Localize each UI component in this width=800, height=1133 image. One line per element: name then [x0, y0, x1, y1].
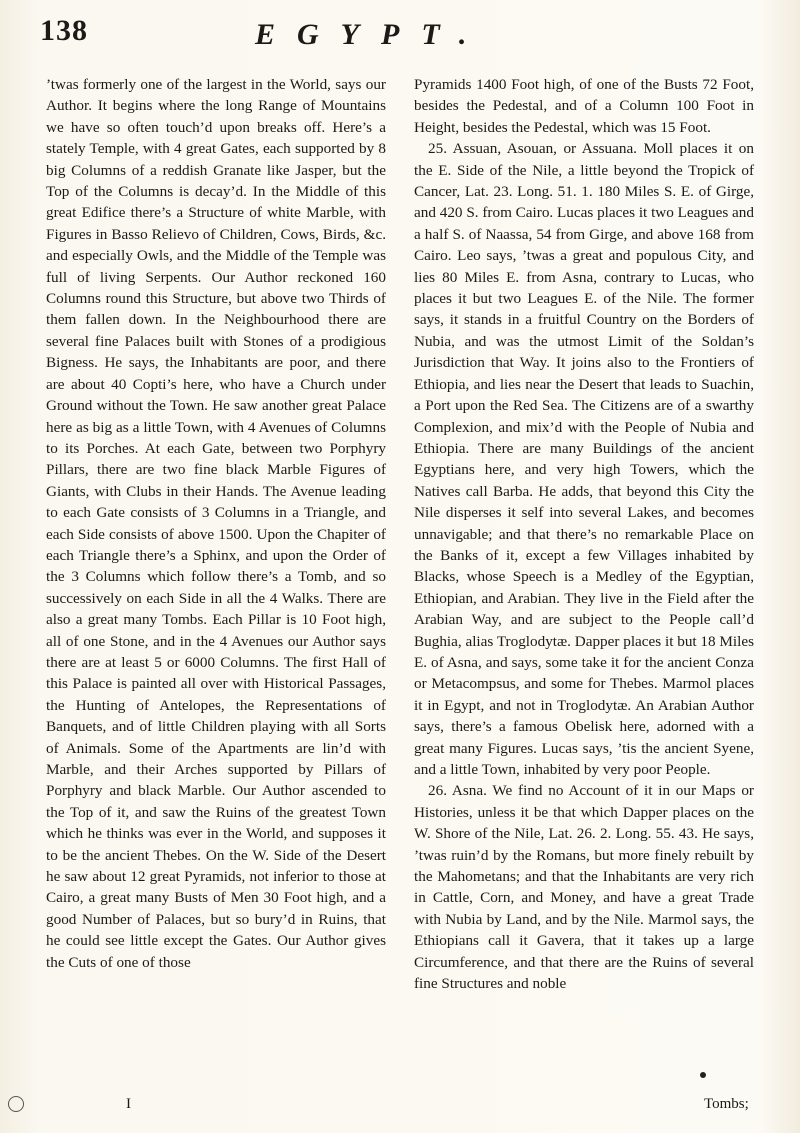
left-column — [46, 74, 386, 973]
ink-dot-icon — [700, 1072, 706, 1078]
ring-mark-icon — [8, 1096, 24, 1112]
page-number: 138 — [40, 14, 88, 47]
paragraph: Pyramids 1400 Foot high, of one of the Busts 72 Foot, besides the Pedestal, and of a Column 100 Foot in Height, besides the Pedestal, which was 15 Foot. — [414, 76, 754, 136]
entry-assuan: 25. Assuan, Asouan, or Assuana. Moll places it on the E. Side of the Nile, a little beyond the Tropick of Cancer, Lat. 23. Long. 51. 1. 180 Miles S. E. of Girge, and 420 S. from Cairo. Lucas places it two Leagues and a half S. of Naassa, 54 from Girge, and above 168 from Cairo. Leo says, ’twas a great and populous City, and lies 80 Miles E. from Asna, contrary to Lucas, who places it but two Leagues E. of the Nile. The former says, it stands in a fruitful Country on the Borders of Nubia, and was the utmost Limit of the Soldan’s Jurisdiction that Way. It joins also to the Frontiers of Ethiopia, and lies near the Desert that leads to Suachin, a Port upon the Red Sea. The Citizens are of a swarthy Complexion, and mix’d with the People of Nubia and Ethiopia. There are many Buildings of the ancient Egyptians here, and very high Towers, which the Natives call Barba. He adds, that beyond this City the Nile disperses it self into several Lakes, and becomes unnavigable; and that there’s no remarkable Place on the Banks of it, except a few Villages inhabited by Blacks, whose Speech is a Medley of the Egyptian, Ethiopian, and Arabian. They live in the Field after the Arabian Way, and are subject to the People call’d Bughia, alias Troglodytæ. Dapper places it but 18 Miles E. of Asna, and says, some take it for the ancient Conza or Metacompsus, and some for Thebes. Marmol places it in Egypt, and not in Troglodytæ. An Arabian Author says, there’s a famous Obelisk here, adorned with a great many Figures. Lucas says, ’tis the ancient Syene, and a little Town, inhabited by very poor People. — [414, 140, 755, 778]
paragraph: ’twas formerly one of the largest in the World, says our Author. It begins where the long Range of Mountains we have so often touch’d upon breaks off. Here’s a stately Temple, with 4 great Gates, each supported by 8 big Columns of a reddish Granate like Jasper, but the Top of the Columns is decay’d. In the Middle of this great Edifice there’s a Structure of white Marble, with Figures in Basso Relievo of Children, Cows, Birds, &c. and especially Owls, and the Middle of the Temple was full of living Serpents. Our Author reckoned 160 Columns round this Structure, but above two Thirds of them fallen down. In the Neighbourhood there are several fine Palaces built with Stones of a prodigious Bigness. He says, the Inhabitants are poor, and there are about 40 Copti’s here, who have a Church under Ground without the Town. He saw another great Palace here as big as a little Town, with 4 Avenues of Columns to its Porches. At each Gate, between two Porphyry Pillars, there are two fine black Marble Figures of Giants, with Clubs in their Hands. The Avenue leading to each Gate consists of 3 Columns in a Triangle, and each Side consists of above 1500. Upon the Chapiter of each Triangle there’s a Sphinx, and upon the Order of the 3 Columns which follow there’s a Tomb, and so successively on each Side in all the 4 Walks. There are also a great many Tombs. Each Pillar is 10 Foot high, all of one Stone, and in the 4 Avenues our Author says there are at least 5 or 6000 Columns. The first Hall of this Palace is painted all over with Historical Passages, the Hunting of Antelopes, the Representations of Banquets, and of little Children playing with all Sorts of Animals. Some of the Apartments are lin’d with Marble, and their Arches supported by Pillars of Porphyry and black Marble. Our Author ascended to the Top of it, and saw the Ruins of the greatest Town which he thinks was ever in the World, and supposes it to be the ancient Thebes. On the W. Side of the Desert he saw about 12 great Pyramids, not inferior to those at Cairo, a great many Busts of Men 30 Foot high, and a good Number of Palaces, but so bury’d in Ruins, that he could see little except the Gates. Our Author gives the Cuts of one of those — [46, 76, 386, 971]
page-header — [40, 14, 760, 54]
catchword: Tombs; — [704, 1096, 749, 1112]
right-column — [414, 74, 754, 994]
signature-mark: I — [126, 1096, 131, 1112]
entry-asna: 26. Asna. We find no Account of it in our Maps or Histories, unless it be that which Dapper places on the W. Shore of the Nile, Lat. 26. 2. Long. 55. 43. He says, ’twas ruin’d by the Romans, but more finely rebuilt by the Mahometans; and that the Inhabitants are very rich in Cattle, Corn, and Money, and have a great Trade with Nubia by Land, and by the Nile. Marmol says, the Ethiopians call it Gavera, that it takes up a large Circumference, and that there are the Ruins of several fine Structures and noble — [414, 782, 754, 993]
running-head: EGYPT. — [255, 18, 489, 51]
